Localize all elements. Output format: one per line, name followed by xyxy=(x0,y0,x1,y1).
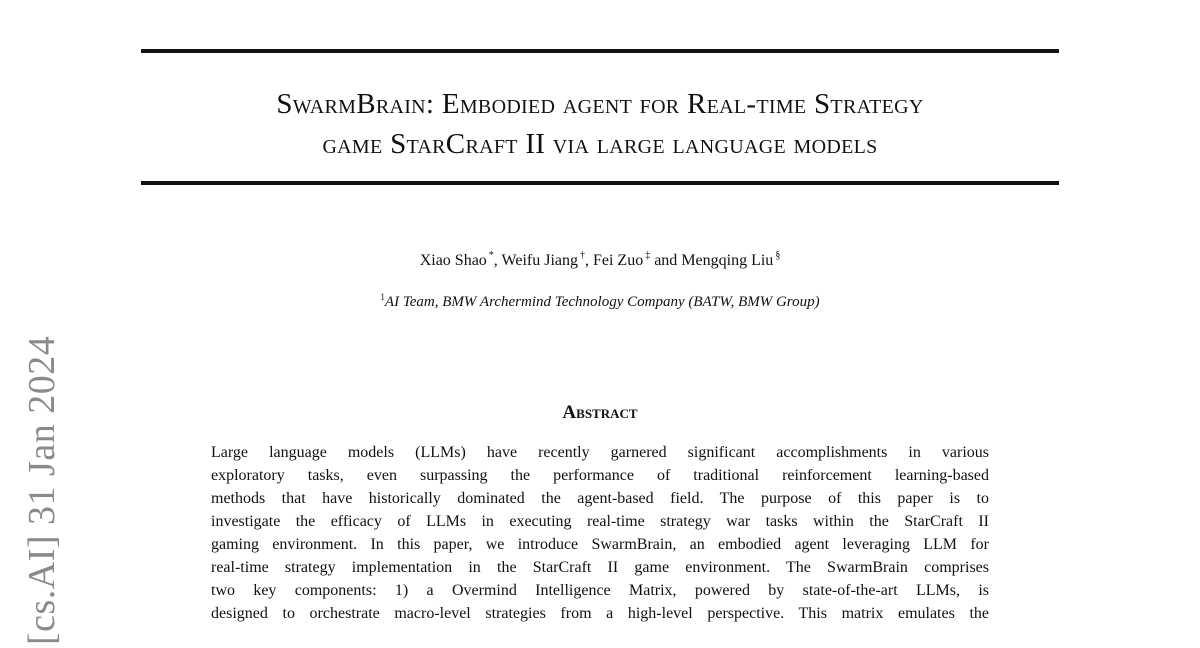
abstract-line: real-time strategy implementation in the StarCraft II game environment. The SwarmBrain comprises xyxy=(211,559,989,576)
affiliation-mark: 1 xyxy=(380,292,385,302)
paper-title xyxy=(141,84,1059,164)
author-mark: † xyxy=(579,250,585,261)
arxiv-stamp: [cs.AI] 31 Jan 2024 xyxy=(21,335,63,645)
abstract-line: investigate the efficacy of LLMs in executing real-time strategy war tasks within the StarCraft II xyxy=(211,513,989,530)
abstract-line: Large language models (LLMs) have recently garnered significant accomplishments in various xyxy=(211,444,989,461)
title-rule-bottom xyxy=(141,181,1059,185)
author-mark: ‡ xyxy=(645,250,651,261)
abstract-body xyxy=(211,441,989,625)
affiliation xyxy=(0,292,1200,311)
title-line-1: SwarmBrain: Embodied agent for Real-time Strategy xyxy=(276,88,924,120)
title-line-2: game StarCraft II via large language models xyxy=(322,128,878,160)
affiliation-text: AI Team, BMW Archermind Technology Company (BATW, BMW Group) xyxy=(384,294,820,310)
abstract-line: gaming environment. In this paper, we introduce SwarmBrain, an embodied agent leveraging LLM for xyxy=(211,536,989,553)
author-separator: , xyxy=(584,252,593,269)
abstract-line: designed to orchestrate macro-level strategies from a high-level perspective. This matrix emulates the xyxy=(211,605,989,622)
author-mark: * xyxy=(488,250,494,261)
abstract-line: exploratory tasks, even surpassing the performance of traditional reinforcement learning-based xyxy=(211,467,989,484)
author-separator: and xyxy=(650,252,682,269)
author-name: Xiao Shao xyxy=(419,252,487,269)
author-name: Weifu Jiang xyxy=(501,252,578,269)
author-separator: , xyxy=(493,252,502,269)
author-mark: § xyxy=(775,250,781,261)
author-name: Fei Zuo xyxy=(592,252,644,269)
author-name: Mengqing Liu xyxy=(681,252,774,269)
abstract-heading: Abstract xyxy=(562,402,638,423)
abstract-line: two key components: 1) a Overmind Intelligence Matrix, powered by state-of-the-art LLMs, is xyxy=(211,582,989,599)
title-rule-top xyxy=(141,49,1059,53)
abstract-line: methods that have historically dominated the agent-based field. The purpose of this paper is to xyxy=(211,490,989,507)
author-list xyxy=(0,250,1200,270)
